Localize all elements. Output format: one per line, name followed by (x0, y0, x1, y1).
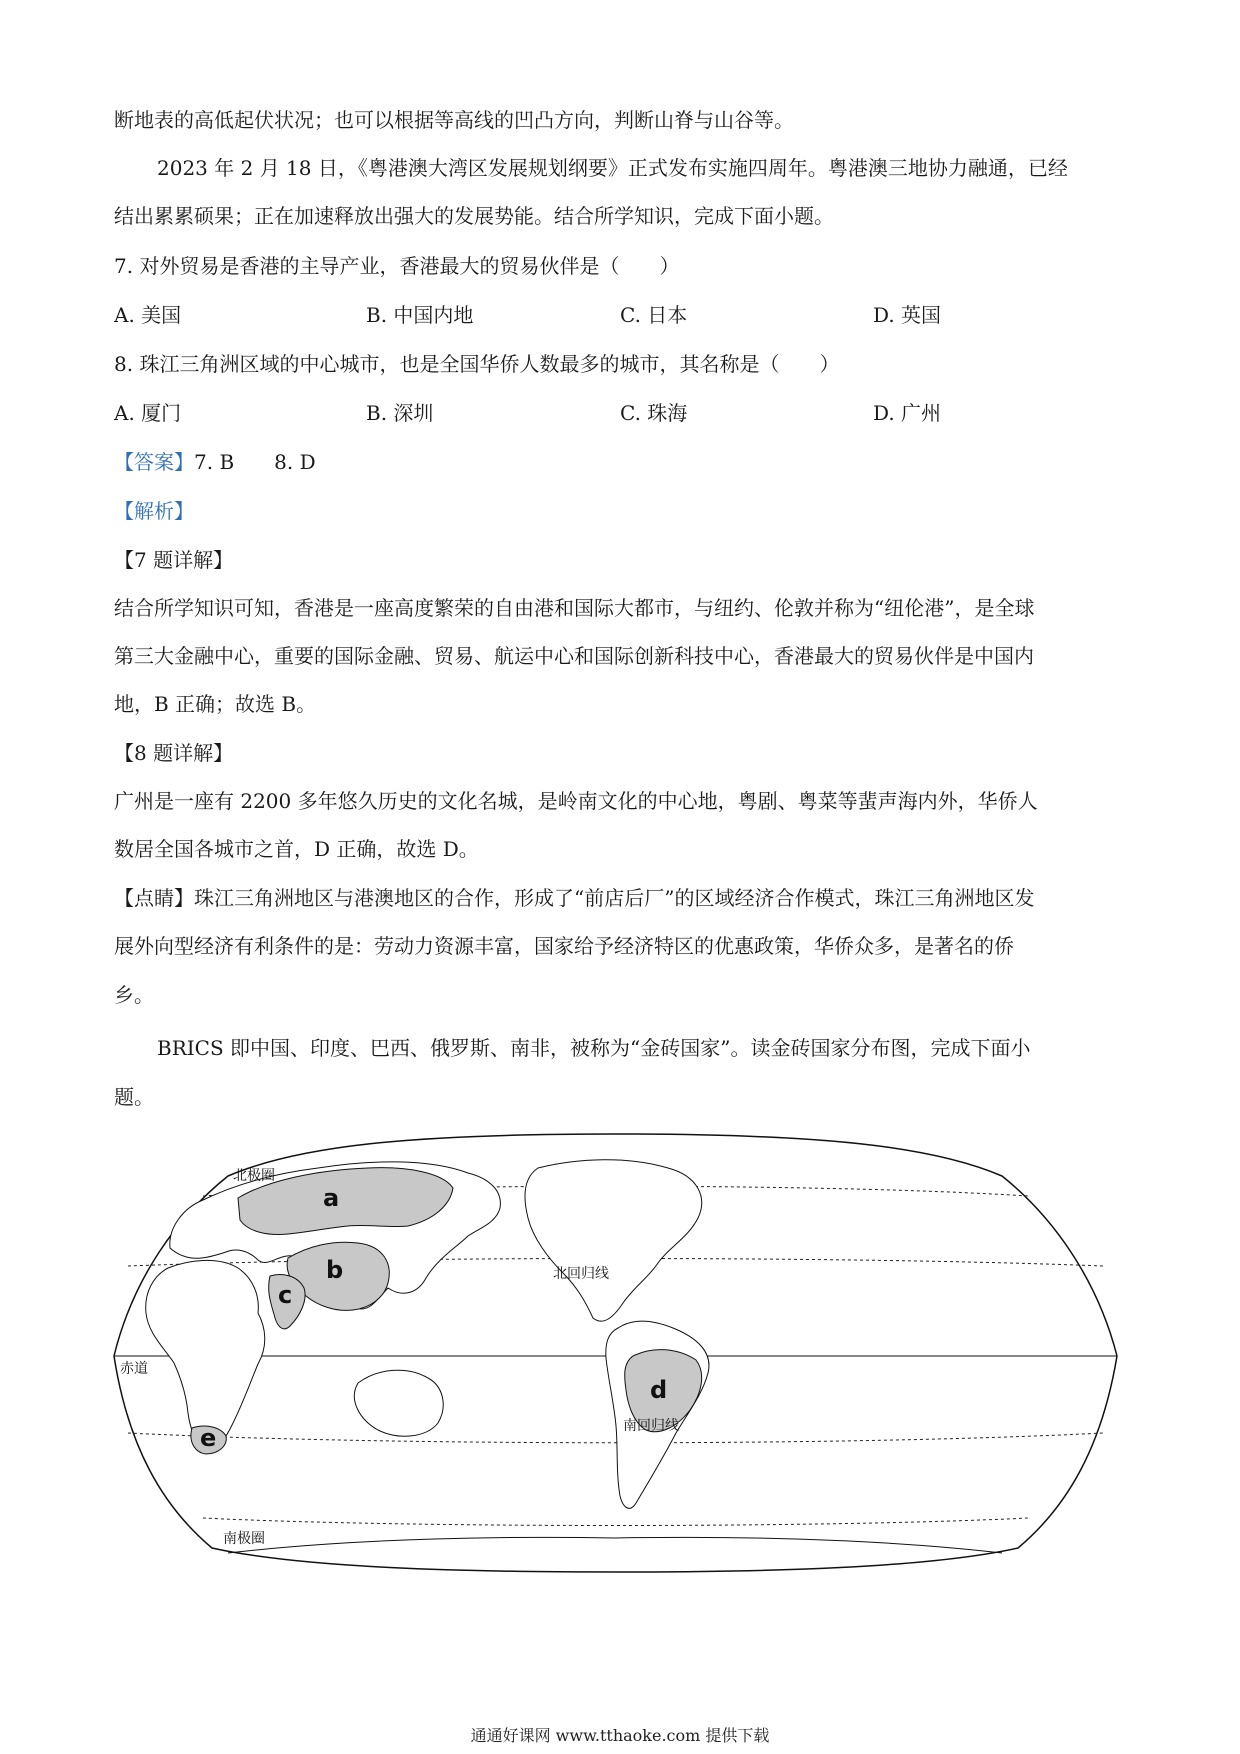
region-label-c: c (278, 1281, 293, 1309)
detail-7-title: 【7 题详解】 (114, 548, 234, 572)
text-line: 数居全国各城市之首，D 正确，故选 D。 (114, 837, 479, 861)
answer-line (114, 447, 316, 477)
option-a: A. 厦门 (114, 401, 182, 425)
text-line: BRICS 即中国、印度、巴西、俄罗斯、南非，被称为“金砖国家”。读金砖国家分布图，完成下面小 (157, 1036, 1031, 1060)
region-label-a: a (323, 1184, 340, 1212)
tropic-of-capricorn-label: 南回归线 (623, 1418, 679, 1434)
option-b: B. 中国内地 (366, 303, 474, 327)
brics-world-map (108, 1128, 1123, 1576)
text-line: 乡。 (114, 983, 154, 1007)
antarctic-circle-label: 南极圈 (223, 1531, 265, 1547)
region-label-e: e (200, 1424, 217, 1452)
text-line: 结出累累硕果；正在加速释放出强大的发展势能。结合所学知识，完成下面小题。 (114, 204, 834, 228)
text-line: 题。 (114, 1085, 154, 1109)
text-line: 结合所学知识可知，香港是一座高度繁荣的自由港和国际大都市，与纽约、伦敦并称为“纽伦港”，是全球 (114, 596, 1035, 620)
analysis-label: 【解析】 (114, 499, 194, 523)
answer-label: 【答案】 (114, 450, 194, 474)
text-line: 2023 年 2 月 18 日，《粤港澳大湾区发展规划纲要》正式发布实施四周年。粤港澳三地协力融通，已经 (157, 156, 1068, 180)
text-line: 断地表的高低起伏状况；也可以根据等高线的凹凸方向，判断山脊与山谷等。 (114, 108, 794, 132)
option-c: C. 珠海 (620, 401, 688, 425)
option-d: D. 英国 (873, 303, 942, 327)
arctic-circle-label: 北极圈 (233, 1168, 275, 1184)
text-line: 广州是一座有 2200 多年悠久历史的文化名城，是岭南文化的中心地，粤剧、粤菜等蜚声海内外，华侨人 (114, 789, 1038, 813)
footer-credit: 通通好课网 www.tthaoke.com 提供下载 (470, 1726, 770, 1745)
text-line: 展外向型经济有利条件的是：劳动力资源丰富，国家给予经济特区的优惠政策，华侨众多，是著名的侨 (114, 934, 1014, 958)
option-a: A. 美国 (114, 303, 182, 327)
option-d: D. 广州 (873, 401, 942, 425)
option-c: C. 日本 (620, 303, 688, 327)
text-line: 地，B 正确；故选 B。 (114, 692, 317, 716)
detail-8-title: 【8 题详解】 (114, 741, 234, 765)
option-b: B. 深圳 (366, 401, 434, 425)
text-line: 【点睛】珠江三角洲地区与港澳地区的合作，形成了“前店后厂”的区域经济合作模式，珠江三角洲地区发 (114, 886, 1035, 910)
region-label-b: b (326, 1256, 344, 1284)
question-7-stem: 7. 对外贸易是香港的主导产业，香港最大的贸易伙伴是（ ） (114, 254, 680, 278)
region-label-d: d (650, 1376, 668, 1404)
text-line: 第三大金融中心，重要的国际金融、贸易、航运中心和国际创新科技中心，香港最大的贸易伙伴是中国内 (114, 644, 1034, 668)
tropic-of-cancer-label: 北回归线 (553, 1266, 609, 1282)
question-8-stem: 8. 珠江三角洲区域的中心城市，也是全国华侨人数最多的城市，其名称是（ ） (114, 352, 840, 376)
answer-value: 7. B 8. D (194, 450, 316, 474)
equator-label: 赤道 (120, 1361, 148, 1377)
